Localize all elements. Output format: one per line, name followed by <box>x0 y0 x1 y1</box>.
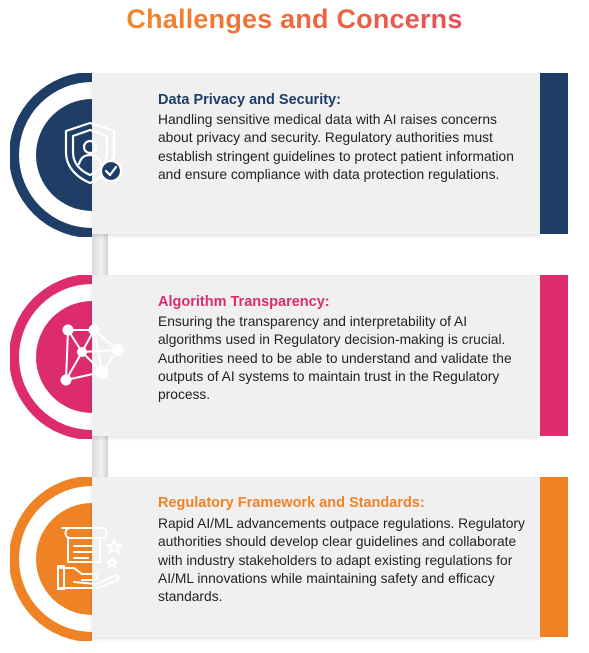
section-heading: Data Privacy and Security: <box>158 92 341 108</box>
section-heading: Regulatory Framework and Standards: <box>158 495 425 511</box>
network-nodes-icon <box>58 322 128 388</box>
page-title: Challenges and Concerns <box>0 4 589 35</box>
section-body: Handling sensitive medical data with AI raises concerns about privacy and security. Regulatory authorities must establish stringent guidelines to protect patient information and ensure compliance with data protection regulations. <box>158 112 514 182</box>
connector <box>92 436 108 478</box>
shield-user-icon <box>62 120 124 186</box>
section-accent-bar <box>540 477 568 637</box>
section-heading: Algorithm Transparency: <box>158 294 330 310</box>
section-body: Rapid AI/ML advancements outpace regulations. Regulatory authorities should develop clear guidelines and collaborate with industry stakeholders to adapt existing regulations for AI/ML innovations while maintaining safety and efficacy standards. <box>158 516 525 605</box>
section-body: Ensuring the transparency and interpretability of AI algorithms used in Regulatory decision-making is crucial. Authorities need to be able to understand and validate the outputs of AI systems to maintain trust in the Regulatory process. <box>158 314 512 403</box>
scroll-hand-icon <box>56 522 128 590</box>
section-accent-bar <box>540 275 568 436</box>
connector <box>92 234 108 276</box>
section-accent-bar <box>540 73 568 234</box>
